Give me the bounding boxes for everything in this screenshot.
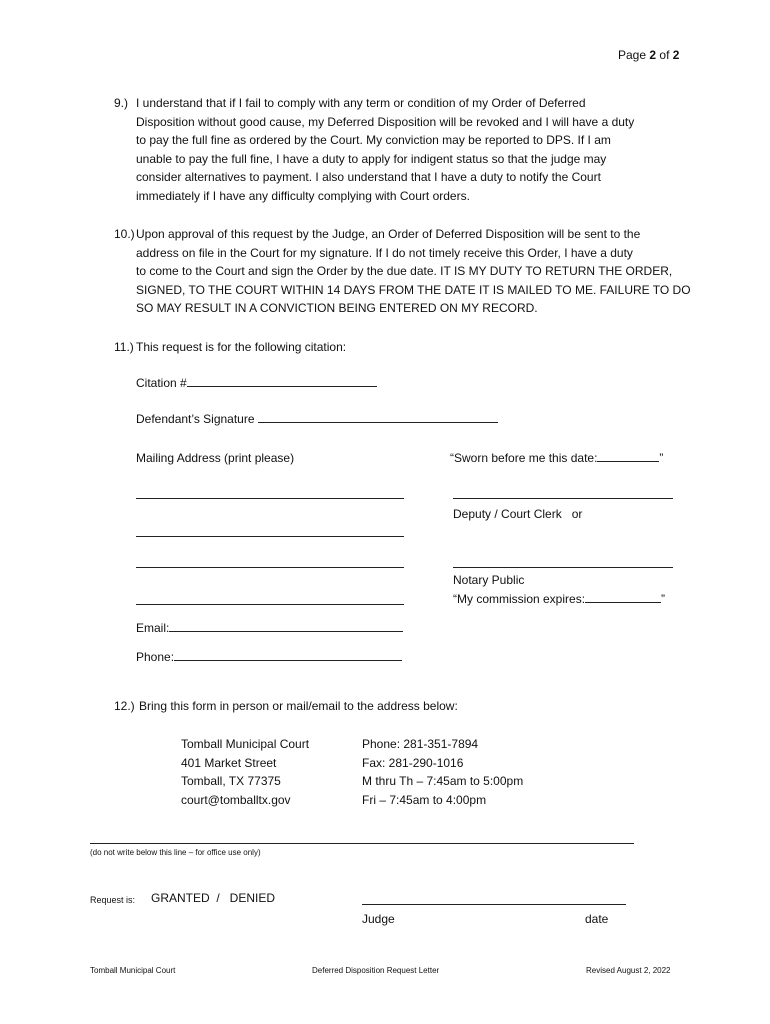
signature-field bbox=[136, 412, 498, 426]
footer-left: Tomball Municipal Court bbox=[90, 966, 176, 975]
address-line-4[interactable] bbox=[136, 604, 404, 605]
address-line-3[interactable] bbox=[136, 567, 404, 568]
citation-field bbox=[136, 376, 377, 390]
item-12-number: 12.) bbox=[114, 699, 135, 713]
request-decision: GRANTED / DENIED bbox=[151, 891, 276, 905]
address-line-2[interactable] bbox=[136, 536, 404, 537]
sworn-date-input[interactable] bbox=[597, 451, 659, 462]
footer-right: Revised August 2, 2022 bbox=[586, 966, 671, 975]
court-email: court@tomballtx.gov bbox=[181, 792, 291, 807]
email-input[interactable] bbox=[169, 621, 403, 632]
page-of: of bbox=[659, 48, 670, 62]
phone-input[interactable] bbox=[174, 650, 402, 661]
office-use-divider bbox=[90, 843, 634, 844]
court-phone: Phone: 281-351-7894 bbox=[362, 737, 479, 751]
notary-signature-line[interactable] bbox=[453, 567, 673, 568]
office-use-note: (do not write below this line – for office use only) bbox=[90, 848, 261, 857]
court-address-line: Tomball, TX 77375 bbox=[181, 774, 281, 789]
commission-input[interactable] bbox=[585, 592, 661, 603]
page-total: 2 bbox=[672, 48, 680, 62]
court-address-line: Tomball Municipal Court bbox=[181, 737, 310, 751]
court-hours: M thru Th – 7:45am to 5:00pm bbox=[362, 774, 524, 789]
signature-input[interactable] bbox=[258, 412, 498, 423]
or-label: or bbox=[571, 507, 583, 521]
item-9-line: unable to pay the full fine, I have a duty to apply for indigent status so that the judge may bbox=[136, 151, 607, 166]
court-address bbox=[181, 735, 309, 809]
item-10-text bbox=[136, 225, 691, 318]
item-10-line: to come to the Court and sign the Order by the due date. IT IS MY DUTY TO RETURN THE ORDER, bbox=[136, 264, 673, 279]
court-hours: Fri – 7:45am to 4:00pm bbox=[362, 792, 487, 807]
page-prefix: Page bbox=[618, 48, 647, 62]
clerk-label: Deputy / Court Clerk bbox=[453, 507, 562, 521]
item-10-line: SO MAY RESULT IN A CONVICTION BEING ENTERED ON MY RECORD. bbox=[136, 301, 538, 316]
court-contact bbox=[362, 735, 523, 809]
phone-field bbox=[136, 650, 402, 664]
date-label: date bbox=[585, 912, 609, 926]
address-line-1[interactable] bbox=[136, 498, 404, 499]
judge-signature-line[interactable] bbox=[362, 904, 626, 905]
item-12-text: Bring this form in person or mail/email to the address below: bbox=[139, 699, 458, 713]
court-address-line: 401 Market Street bbox=[181, 755, 277, 770]
item-9-line: to pay the full fine as ordered by the Court. My conviction may be reported to DPS. If I am bbox=[136, 133, 611, 148]
citation-input[interactable] bbox=[187, 376, 377, 387]
item-10-number: 10.) bbox=[114, 227, 135, 241]
page-number bbox=[618, 48, 679, 62]
footer-center: Deferred Disposition Request Letter bbox=[312, 966, 440, 975]
sworn-date-field bbox=[450, 451, 663, 465]
court-fax: Fax: 281-290-1016 bbox=[362, 755, 464, 770]
sworn-close-quote: ” bbox=[659, 451, 664, 465]
item-10-line: SIGNED, TO THE COURT WITHIN 14 DAYS FROM THE DATE IT IS MAILED TO ME. FAILURE TO DO bbox=[136, 282, 691, 297]
commission-field bbox=[453, 592, 665, 606]
request-label: Request is: bbox=[90, 895, 136, 905]
clerk-label-row bbox=[453, 507, 582, 521]
item-11-text: This request is for the following citation: bbox=[136, 340, 347, 354]
item-9-number: 9.) bbox=[114, 96, 129, 110]
notary-label: Notary Public bbox=[453, 573, 525, 587]
clerk-signature-line[interactable] bbox=[453, 498, 673, 499]
email-field bbox=[136, 621, 403, 635]
item-9-line: I understand that if I fail to comply with any term or condition of my Order of Deferred bbox=[136, 96, 586, 110]
item-10-line: address on file in the Court for my signature. If I do not timely receive this Order, I have a duty bbox=[136, 245, 633, 260]
item-9-line: immediately if I have any difficulty complying with Court orders. bbox=[136, 188, 470, 203]
judge-label: Judge bbox=[362, 912, 395, 926]
email-label: Email: bbox=[136, 621, 170, 635]
phone-label: Phone: bbox=[136, 650, 175, 664]
citation-label: Citation # bbox=[136, 376, 187, 390]
item-10-line: Upon approval of this request by the Judge, an Order of Deferred Disposition will be sent to the bbox=[136, 227, 641, 241]
commission-label: “My commission expires: bbox=[453, 592, 586, 606]
item-9-text bbox=[136, 94, 634, 206]
mailing-address-label: Mailing Address (print please) bbox=[136, 451, 295, 465]
item-9-line: Disposition without good cause, my Deferred Disposition will be revoked and I will have a duty bbox=[136, 114, 635, 129]
sworn-label: “Sworn before me this date: bbox=[450, 451, 598, 465]
signature-label: Defendant’s Signature bbox=[136, 412, 255, 426]
item-9-line: consider alternatives to payment. I also understand that I have a duty to notify the Court bbox=[136, 170, 601, 185]
commission-close-quote: ” bbox=[661, 592, 666, 606]
item-11-number: 11.) bbox=[114, 340, 134, 354]
page-current: 2 bbox=[649, 48, 657, 62]
